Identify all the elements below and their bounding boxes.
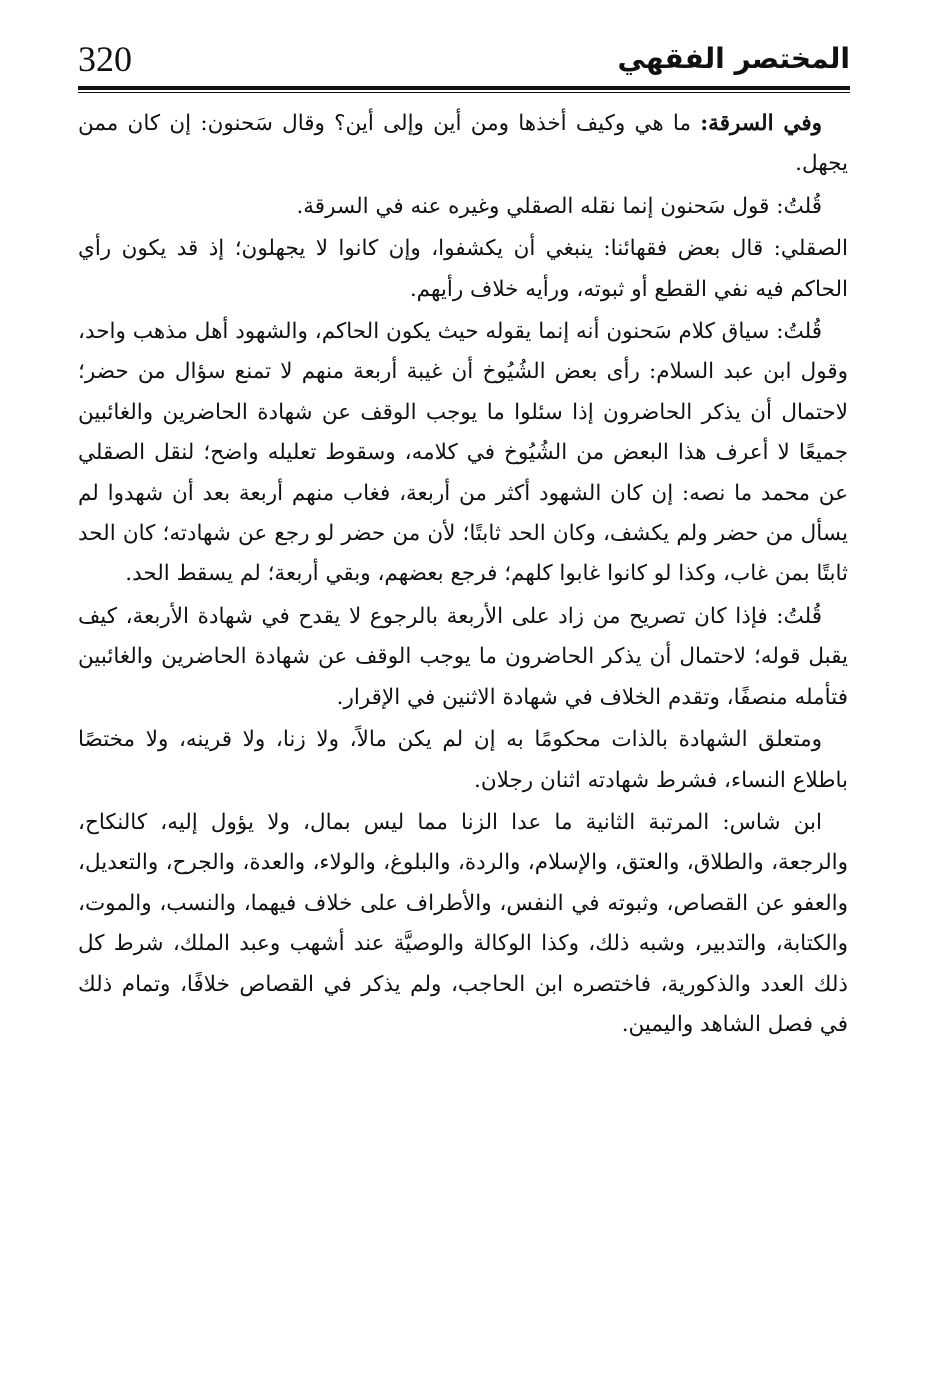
page-body	[78, 104, 848, 1047]
paragraph-qultu-2: قُلتُ: سياق كلام سَحنون أنه إنما يقوله حيث يكون الحاكم، والشهود أهل مذهب واحد، وقول ابن عبد السلام: رأى بعض الشُيُوخ أن غيبة أربعة منهم لا تمنع سؤال من حضر؛ لاحتمال أن يذكر الحاضرون إذا سئلوا ما يوجب الوقف عن شهادة الحاضرين والغائبين جميعًا لا أعرف هذا البعض من الشُيُوخ في كلامه، وسقوط تعليله واضح؛ لنقل الصقلي عن محمد ما نصه: إن كان الشهود أكثر من أربعة، فغاب منهم أربعة بعد أن شهدوا لم يسأل من حضر ولم يكشف، وكان الحد ثابتًا؛ لأن من حضر لو رجع عن شهادته؛ كان الحد ثابتًا بمن غاب، وكذا لو كانوا غابوا كلهم؛ فرجع بعضهم، وبقي أربعة؛ لم يسقط الحد.	[78, 319, 848, 587]
paragraph-qultu-1: قُلتُ: قول سَحنون إنما نقله الصقلي وغيره عنه في السرقة.	[296, 193, 822, 219]
paragraph-siqilli: الصقلي: قال بعض فقهائنا: ينبغي أن يكشفوا، وإن كانوا لا يجهلون؛ إذ قد يكون رأي الحاكم فيه نفي القطع أو ثبوته، ورأيه خلاف رأيهم.	[78, 236, 848, 302]
paragraph-ibn-shas: ابن شاس: المرتبة الثانية ما عدا الزنا مما ليس بمال، ولا يؤول إليه، كالنكاح، والرجعة، والطلاق، والعتق، والإسلام، والردة، والبلوغ، والولاء، والعدة، والجرح، والتعديل، والعفو عن القصاص، وثبوته في النفس، والأطراف على خلاف فيهما، والنسب، والموت، والكتابة، والتدبير، وشبه ذلك، وكذا الوكالة والوصيَّة عند أشهب وعبد الملك، شرط كل ذلك العدد والذكورية، فاختصره ابن الحاجب، ولم يذكر في القصاص خلافًا، وتمام ذلك في فصل الشاهد واليمين.	[78, 809, 848, 1037]
running-title: المختصر الفقهي	[617, 42, 850, 75]
paragraph-mutaallaq: ومتعلق الشهادة بالذات محكومًا به إن لم يكن مالاً، ولا زنا، ولا قرينه، ولا مختصًا باطلاع النساء، فشرط شهادته اثنان رجلان.	[78, 727, 848, 793]
paragraph-lead: وفي السرقة:	[700, 111, 823, 136]
header-rule-thin	[78, 92, 850, 93]
header-rule-thick	[78, 86, 850, 90]
page-header	[78, 34, 850, 92]
page-number: 320	[78, 39, 132, 79]
paragraph-qultu-3: قُلتُ: فإذا كان تصريح من زاد على الأربعة بالرجوع لا يقدح في شهادة الأربعة، كيف يقبل قوله؛ لاحتمال أن يذكر الحاضرون ما يوجب الوقف عن شهادة الحاضرين والغائبين فتأمله منصفًا، وتقدم الخلاف في شهادة الاثنين في الإقرار.	[78, 603, 848, 710]
paragraph-sariqa	[78, 104, 848, 185]
paragraph-text: ما هي وكيف أخذها ومن أين وإلى أين؟ وقال سَحنون: إن كان ممن يجهل.	[78, 111, 848, 177]
